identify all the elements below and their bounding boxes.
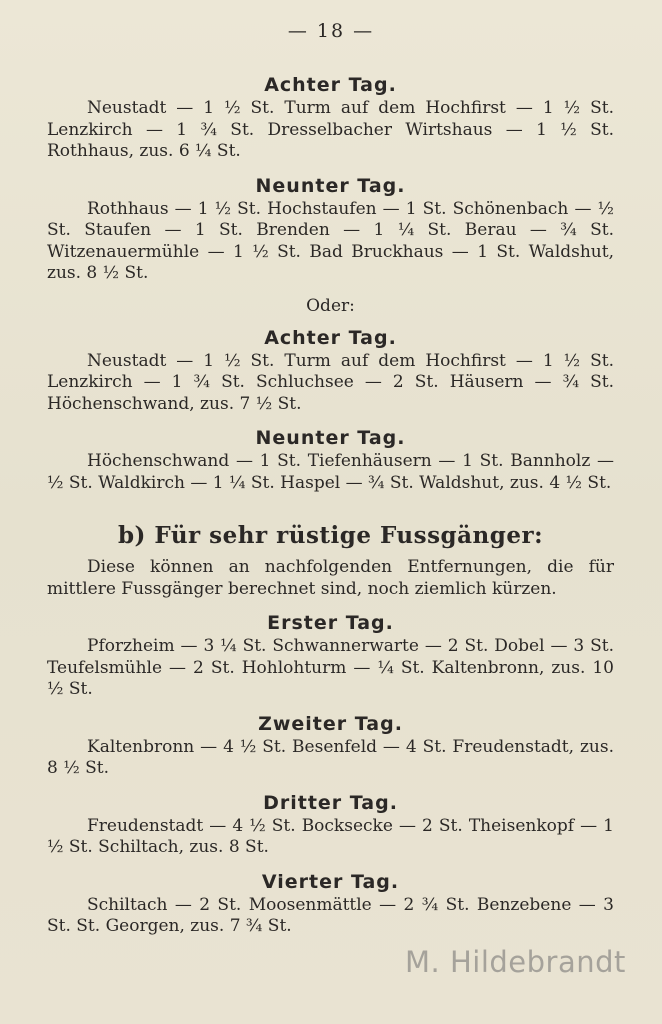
route-paragraph: Rothhaus — 1 ½ St. Hochstaufen — 1 St. Schönenbach — ½ St. Staufen — 1 St. Brenden — 1 ¼ St. Berau — ¾ St. Witzenauermühle — 1 ½ St. Bad Bruckhaus — 1 St. Waldshut, zus. 8 ½ St. [47, 198, 614, 283]
alternative-label: Oder: [306, 295, 355, 316]
route-paragraph: Kaltenbronn — 4 ½ St. Besenfeld — 4 St. Freudenstadt, zus. 8 ½ St. [47, 736, 614, 778]
section-title: b) Für sehr rüstige Fussgänger: [117, 522, 544, 549]
route-paragraph: Neustadt — 1 ½ St. Turm auf dem Hochfirst — 1 ½ St. Lenzkirch — 1 ¾ St. Dresselbacher Wirtshaus — 1 ½ St. Rothhaus, zus. 6 ¼ St. [47, 98, 614, 161]
day-heading: Achter Tag. [264, 74, 397, 96]
route-paragraph: Höchenschwand — 1 St. Tiefenhäusern — 1 St. Bannholz — ½ St. Waldkirch — 1 ¼ St. Haspel — ¾ St. Waldshut, zus. 4 ½ St. [47, 451, 614, 493]
day-heading: Achter Tag. [264, 326, 397, 349]
section-intro: Diese können an nachfolgenden Entfernungen, die für mittlere Fussgänger berechnet sind, noch ziemlich kürzen. [47, 557, 614, 599]
page-content [47, 72, 614, 948]
day-heading: Erster Tag. [267, 612, 394, 634]
page-number: — 18 — [287, 20, 375, 42]
route-paragraph: Neustadt — 1 ½ St. Turm auf dem Hochfirst — 1 ½ St. Lenzkirch — 1 ¾ St. Schluchsee — 2 St. Häusern — ¾ St. Höchenschwand, zus. 7 ½ St. [47, 350, 614, 414]
watermark: M. Hildebrandt [405, 945, 626, 979]
day-heading: Zweiter Tag. [258, 712, 403, 735]
day-heading: Neunter Tag. [255, 174, 406, 197]
day-heading: Neunter Tag. [255, 427, 406, 449]
route-paragraph: Schiltach — 2 St. Moosenmättle — 2 ¾ St. Benzebene — 3 St. St. Georgen, zus. 7 ¾ St. [47, 894, 614, 936]
day-heading: Dritter Tag. [263, 791, 398, 814]
route-paragraph: Pforzheim — 3 ¼ St. Schwannerwarte — 2 St. Dobel — 3 St. Teufelsmühle — 2 St. Hohlohturm — ¼ St. Kaltenbronn, zus. 10 ½ St. [47, 636, 614, 699]
route-paragraph: Freudenstadt — 4 ½ St. Bocksecke — 2 St. Theisenkopf — 1 ½ St. Schiltach, zus. 8 St. [47, 815, 614, 857]
day-heading: Vierter Tag. [261, 870, 400, 893]
